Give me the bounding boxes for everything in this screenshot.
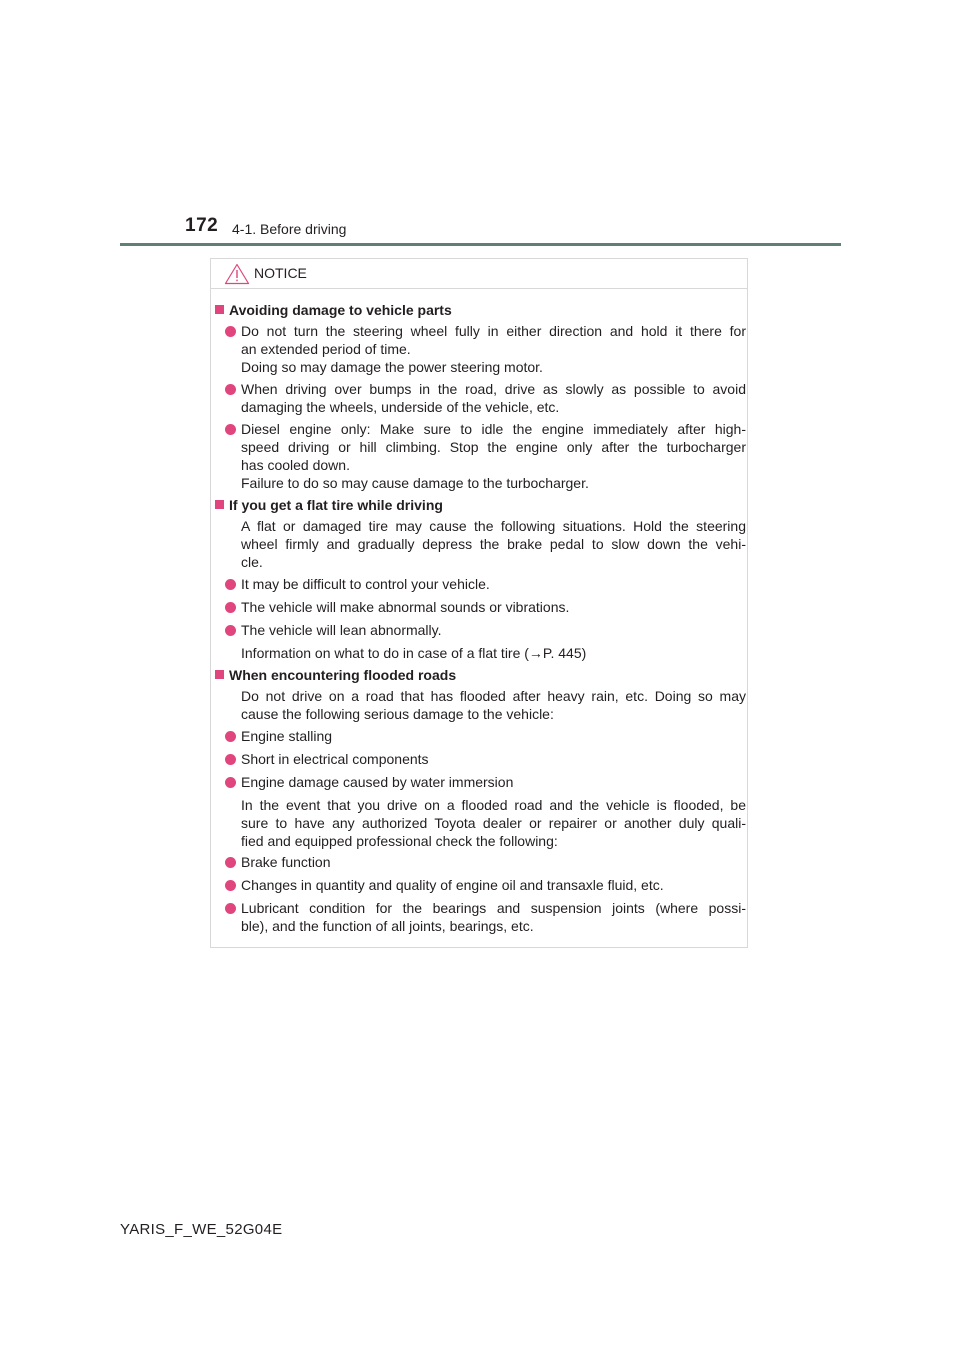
text-line: A flat or damaged tire may cause the following situations. Hold the steering <box>241 518 746 534</box>
text-line: When driving over bumps in the road, drive as slowly as possible to avoid <box>241 381 746 397</box>
header-rule <box>120 243 841 246</box>
bullet-item <box>241 322 746 376</box>
bullet-dot-icon <box>225 903 236 914</box>
footer-model-code: YARIS_F_WE_52G04E <box>120 1221 283 1238</box>
notice-header <box>211 259 747 289</box>
bullet-dot-icon <box>225 602 236 613</box>
text-line: has cooled down. <box>241 457 350 473</box>
text-line: Do not turn the steering wheel fully in either direction and hold it there for <box>241 323 746 339</box>
paragraph <box>241 796 746 850</box>
bullet-text: Short in electrical components <box>241 751 429 767</box>
bullet-text <box>241 380 746 398</box>
text-line: sure to have any authorized Toyota dealer or repairer or another duly quali- <box>241 815 746 831</box>
bullet-dot-icon <box>225 384 236 395</box>
square-bullet-icon <box>215 500 224 509</box>
bullet-dot-icon <box>225 326 236 337</box>
text-line: Failure to do so may cause damage to the turbocharger. <box>241 475 589 491</box>
bullet-item <box>241 876 746 894</box>
page-number: 172 <box>185 215 219 236</box>
text-line: fied and equipped professional check the following: <box>241 833 558 849</box>
text-line: wheel firmly and gradually depress the brake pedal to slow down the vehi- <box>241 536 746 552</box>
text-line: cle. <box>241 554 263 570</box>
notice-box <box>210 258 748 948</box>
text-line: Do not drive on a road that has flooded after heavy rain, etc. Doing so may <box>241 688 746 704</box>
section-heading-text: Avoiding damage to vehicle parts <box>229 302 452 318</box>
bullet-dot-icon <box>225 579 236 590</box>
section-heading-text: When encountering flooded roads <box>229 667 457 683</box>
text-line: cause the following serious damage to the vehicle: <box>241 706 554 722</box>
square-bullet-icon <box>215 670 224 679</box>
bullet-text: The vehicle will make abnormal sounds or vibrations. <box>241 599 570 615</box>
bullet-item <box>241 380 746 416</box>
bullet-text <box>241 438 746 456</box>
notice-title: NOTICE <box>254 265 307 281</box>
bullet-item <box>241 750 746 768</box>
bullet-dot-icon <box>225 731 236 742</box>
text-line: damaging the wheels, underside of the vehicle, etc. <box>241 399 560 415</box>
bullet-text: Changes in quantity and quality of engine oil and transaxle fluid, etc. <box>241 877 664 893</box>
bullet-text: Engine stalling <box>241 728 333 744</box>
bullet-dot-icon <box>225 424 236 435</box>
text-line: an extended period of time. <box>241 341 411 357</box>
text-line: Lubricant condition for the bearings and suspension joints (where possi- <box>241 900 746 916</box>
square-bullet-icon <box>215 305 224 314</box>
notice-body <box>211 289 747 949</box>
paragraph <box>241 644 746 662</box>
bullet-dot-icon <box>225 777 236 788</box>
paragraph <box>241 687 746 723</box>
paragraph <box>241 517 746 571</box>
bullet-item <box>241 727 746 745</box>
bullet-text: Engine damage caused by water immersion <box>241 774 514 790</box>
section-title: 4-1. Before driving <box>232 221 347 237</box>
bullet-dot-icon <box>225 880 236 891</box>
text-line: Diesel engine only: Make sure to idle the engine immediately after high- <box>241 421 746 437</box>
bullet-text: The vehicle will lean abnormally. <box>241 622 442 638</box>
bullet-dot-icon <box>225 625 236 636</box>
bullet-item <box>241 773 746 791</box>
text-line: Information on what to do in case of a flat tire (→P. 445) <box>241 645 587 661</box>
section-heading <box>215 301 452 319</box>
bullet-text: It may be difficult to control your vehicle. <box>241 576 490 592</box>
bullet-item <box>241 621 746 639</box>
section-heading <box>215 666 456 684</box>
warning-triangle-icon <box>224 263 250 285</box>
text-line: In the event that you drive on a flooded road and the vehicle is flooded, be <box>241 797 746 813</box>
text-line: ble), and the function of all joints, bearings, etc. <box>241 918 534 934</box>
bullet-dot-icon <box>225 857 236 868</box>
bullet-text <box>241 322 746 340</box>
text-line: speed driving or hill climbing. Stop the engine only after the turbocharger <box>241 439 746 455</box>
bullet-text <box>241 420 746 438</box>
text-line: Doing so may damage the power steering motor. <box>241 359 543 375</box>
section-heading-text: If you get a flat tire while driving <box>229 497 443 513</box>
bullet-item <box>241 899 746 935</box>
section-heading <box>215 496 443 514</box>
bullet-dot-icon <box>225 754 236 765</box>
bullet-item <box>241 853 746 871</box>
bullet-item <box>241 598 746 616</box>
bullet-item <box>241 420 746 492</box>
bullet-item <box>241 575 746 593</box>
bullet-text: Brake function <box>241 854 331 870</box>
